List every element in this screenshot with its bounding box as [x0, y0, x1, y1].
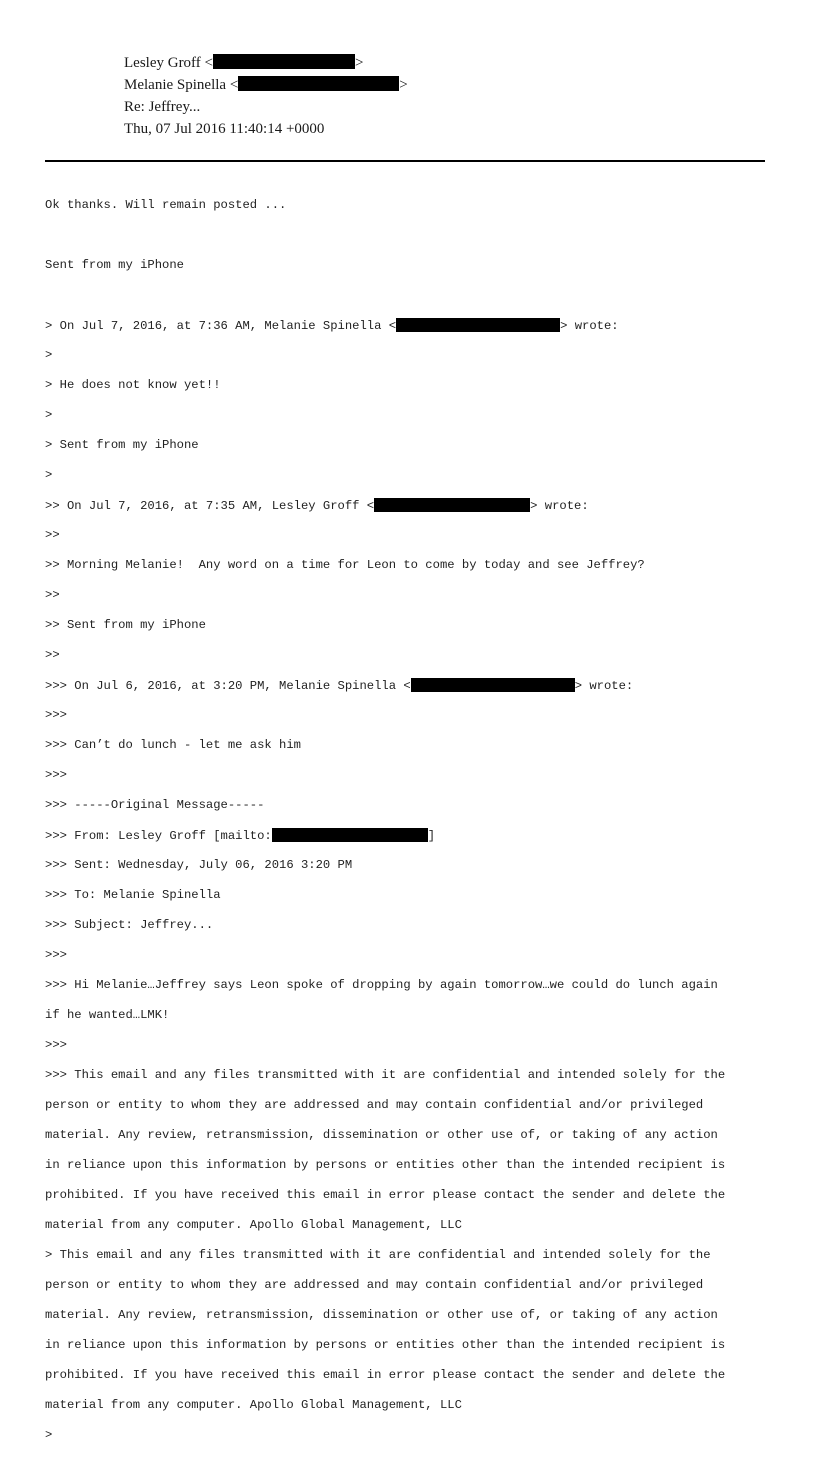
redaction-bar: [213, 54, 355, 69]
subject-value: Re: Jeffrey...: [124, 99, 201, 115]
disclaimer-line: person or entity to whom they are addressed and may contain confidential and/or privileged: [45, 1098, 704, 1112]
redaction-bar: [272, 828, 428, 842]
body-line: Sent from my iPhone: [45, 258, 184, 272]
body-line: >>: [45, 528, 60, 542]
body-line: >>> -----Original Message-----: [45, 798, 265, 812]
body-line: >>>: [45, 768, 67, 782]
disclaimer-line: material from any computer. Apollo Global Management, LLC: [45, 1218, 462, 1232]
disclaimer-line: material. Any review, retransmission, dissemination or other use of, or taking of any action: [45, 1308, 718, 1322]
disclaimer-line: material. Any review, retransmission, dissemination or other use of, or taking of any action: [45, 1128, 718, 1142]
quote-header-line: >> On Jul 7, 2016, at 7:35 AM, Lesley Groff < > wrote:: [45, 499, 589, 513]
blank-line: [45, 228, 773, 243]
body-line: >>> Sent: Wednesday, July 06, 2016 3:20 PM: [45, 858, 353, 872]
quote-header-line: >>> On Jul 6, 2016, at 3:20 PM, Melanie Spinella < > wrote:: [45, 679, 634, 693]
body-line: >: [45, 348, 53, 362]
date-value: Thu, 07 Jul 2016 11:40:14 +0000: [124, 121, 325, 137]
quote-header-line: > On Jul 7, 2016, at 7:36 AM, Melanie Spinella < > wrote:: [45, 319, 619, 333]
body-line: >: [45, 468, 53, 482]
quote-from-line: >>> From: Lesley Groff [mailto: ]: [45, 829, 436, 843]
email-body: [45, 183, 773, 1458]
body-line: >> Sent from my iPhone: [45, 618, 206, 632]
body-line: if he wanted…LMK!: [45, 1008, 170, 1022]
blank-line: [45, 288, 773, 303]
disclaimer-line: material from any computer. Apollo Global Management, LLC: [45, 1398, 462, 1412]
redaction-bar: [238, 76, 399, 91]
disclaimer-line: in reliance upon this information by persons or entities other than the intended recipient is: [45, 1158, 726, 1172]
body-line: >>> Hi Melanie…Jeffrey says Leon spoke of dropping by again tomorrow…we could do lunch again: [45, 978, 718, 992]
body-line: >>>: [45, 1038, 67, 1052]
body-line: >>> Subject: Jeffrey...: [45, 918, 214, 932]
body-line: >> Morning Melanie! Any word on a time for Leon to come by today and see Jeffrey?: [45, 558, 645, 572]
body-line: >>>: [45, 708, 67, 722]
disclaimer-line: person or entity to whom they are addressed and may contain confidential and/or privileged: [45, 1278, 704, 1292]
body-line: >>> To: Melanie Spinella: [45, 888, 221, 902]
redaction-bar: [396, 318, 560, 332]
body-line: Ok thanks. Will remain posted ...: [45, 198, 287, 212]
body-line: > Sent from my iPhone: [45, 438, 199, 452]
body-line: >: [45, 1428, 53, 1442]
disclaimer-line: prohibited. If you have received this email in error please contact the sender and delete the: [45, 1188, 726, 1202]
body-line: > He does not know yet!!: [45, 378, 221, 392]
header-divider: [45, 160, 765, 162]
disclaimer-line: > This email and any files transmitted with it are confidential and intended solely for the: [45, 1248, 711, 1262]
disclaimer-line: >>> This email and any files transmitted with it are confidential and intended solely for the: [45, 1068, 726, 1082]
body-line: >: [45, 408, 53, 422]
redaction-bar: [374, 498, 530, 512]
disclaimer-line: in reliance upon this information by persons or entities other than the intended recipient is: [45, 1338, 726, 1352]
from-value: Lesley Groff < >: [124, 55, 364, 71]
body-line: >>>: [45, 948, 67, 962]
disclaimer-line: prohibited. If you have received this email in error please contact the sender and delete the: [45, 1368, 726, 1382]
body-line: >>: [45, 648, 60, 662]
body-line: >>> Can’t do lunch - let me ask him: [45, 738, 301, 752]
to-value: Melanie Spinella < >: [124, 77, 408, 93]
body-line: >>: [45, 588, 60, 602]
redaction-bar: [411, 678, 575, 692]
